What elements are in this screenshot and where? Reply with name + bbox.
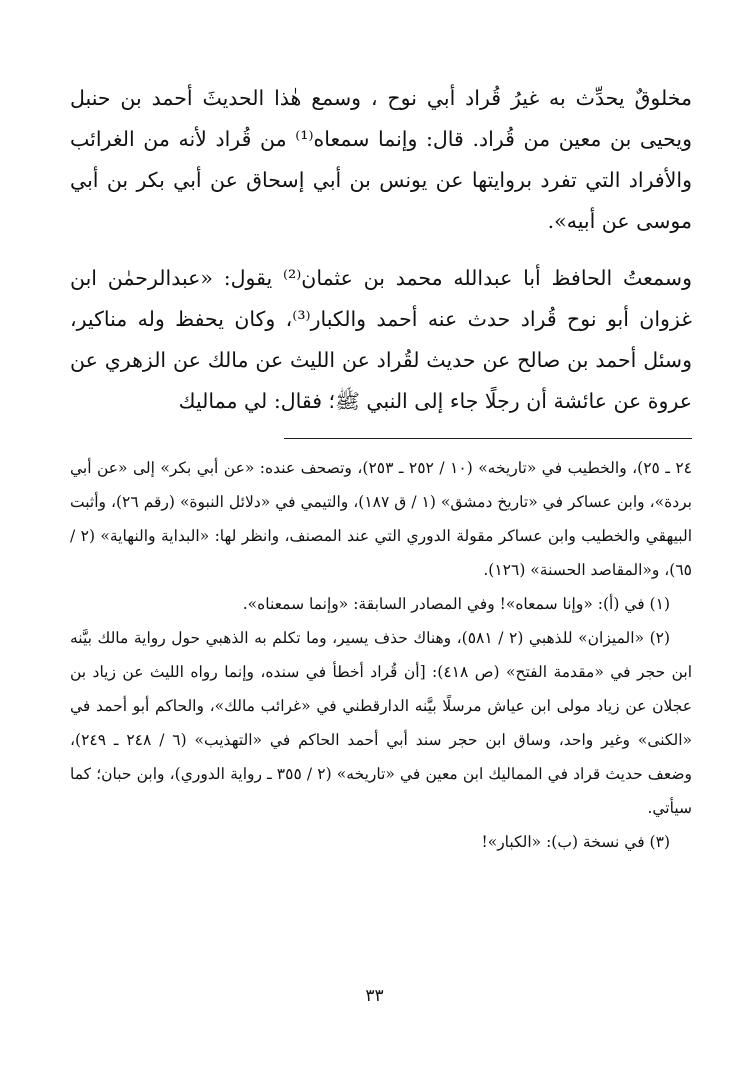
footnote-separator xyxy=(284,438,692,439)
footnote-continuation: ٢٤ ـ ٢٥)، والخطيب في «تاريخه» (١٠ / ٢٥٢ ـ ٢٥٣)، وتصحف عنده: «عن أبي بكر» إلى «عن أبي بردة»، وابن عساكر في «تاريخ دمشق» (١ / ق ١٨٧)، والتيمي في «دلائل النبوة» (رقم ٢٦)، وأثبت البيهقي والخطيب وابن عساكر مقولة الدوري التي عند المصنف، وانظر لها: «البداية والنهاية» (٢ / ٦٥)، و«المقاصد الحسنة» (١٢٦). xyxy=(70,459,692,579)
footnotes xyxy=(70,451,692,859)
main-text xyxy=(70,78,692,422)
page-content xyxy=(70,78,692,859)
footnote-3: (٣) في نسخة (ب): «الكبار»! xyxy=(481,833,670,851)
main-paragraph-1: مخلوقٌ يحدِّث به غيرُ قُراد أبي نوح ، وسمع هٰذا الحديثَ أحمد بن حنبل ويحيى بن معين من قُراد. قال: وإنما سمعاه⁽¹⁾ من قُراد لأنه من الغرائب والأفراد التي تفرد بروايتها عن يونس بن أبي إسحاق عن أبي بكر بن أبي موسى عن أبيه». xyxy=(70,86,692,233)
footnote-1: (١) في (أ): «وإنا سمعاه»! وفي المصادر السابقة: «وإنما سمعناه». xyxy=(242,595,670,613)
page-number: ٣٣ xyxy=(365,986,384,1006)
main-paragraph-2: وسمعتُ الحافظ أبا عبدالله محمد بن عثمان⁽²⁾ يقول: «عبدالرحمٰن ابن غزوان أبو نوح قُراد حدث عنه أحمد والكبار⁽³⁾، وكان يحفظ وله مناكير، وسئل أحمد بن صالح عن حديث لقُراد عن الليث عن مالك عن الزهري عن عروة عن عائشة أن رجلًا جاء إلى النبي ﷺ؛ فقال: لي مماليك xyxy=(70,266,692,413)
footnote-2: (٢) «الميزان» للذهبي (٢ / ٥٨١)، وهناك حذف يسير، وما تكلم به الذهبي حول رواية مالك بيَّنه ابن حجر في «مقدمة الفتح» (ص ٤١٨): [أن قُراد أخطأ في سنده، وإنما رواه الليث عن زياد بن عجلان عن زياد مولى ابن عياش مرسلًا بيَّنه الدارقطني في «غرائب مالك»، والحاكم أبو أحمد في «الكنى» وغير واحد، وساق ابن حجر سند أبي أحمد الحاكم في «التهذيب» (٦ / ٢٤٨ ـ ٢٤٩)، وضعف حديث قراد في المماليك ابن معين في «تاريخه» (٢ / ٣٥٥ ـ رواية الدوري)، وابن حبان؛ كما سيأتي. xyxy=(70,629,693,817)
